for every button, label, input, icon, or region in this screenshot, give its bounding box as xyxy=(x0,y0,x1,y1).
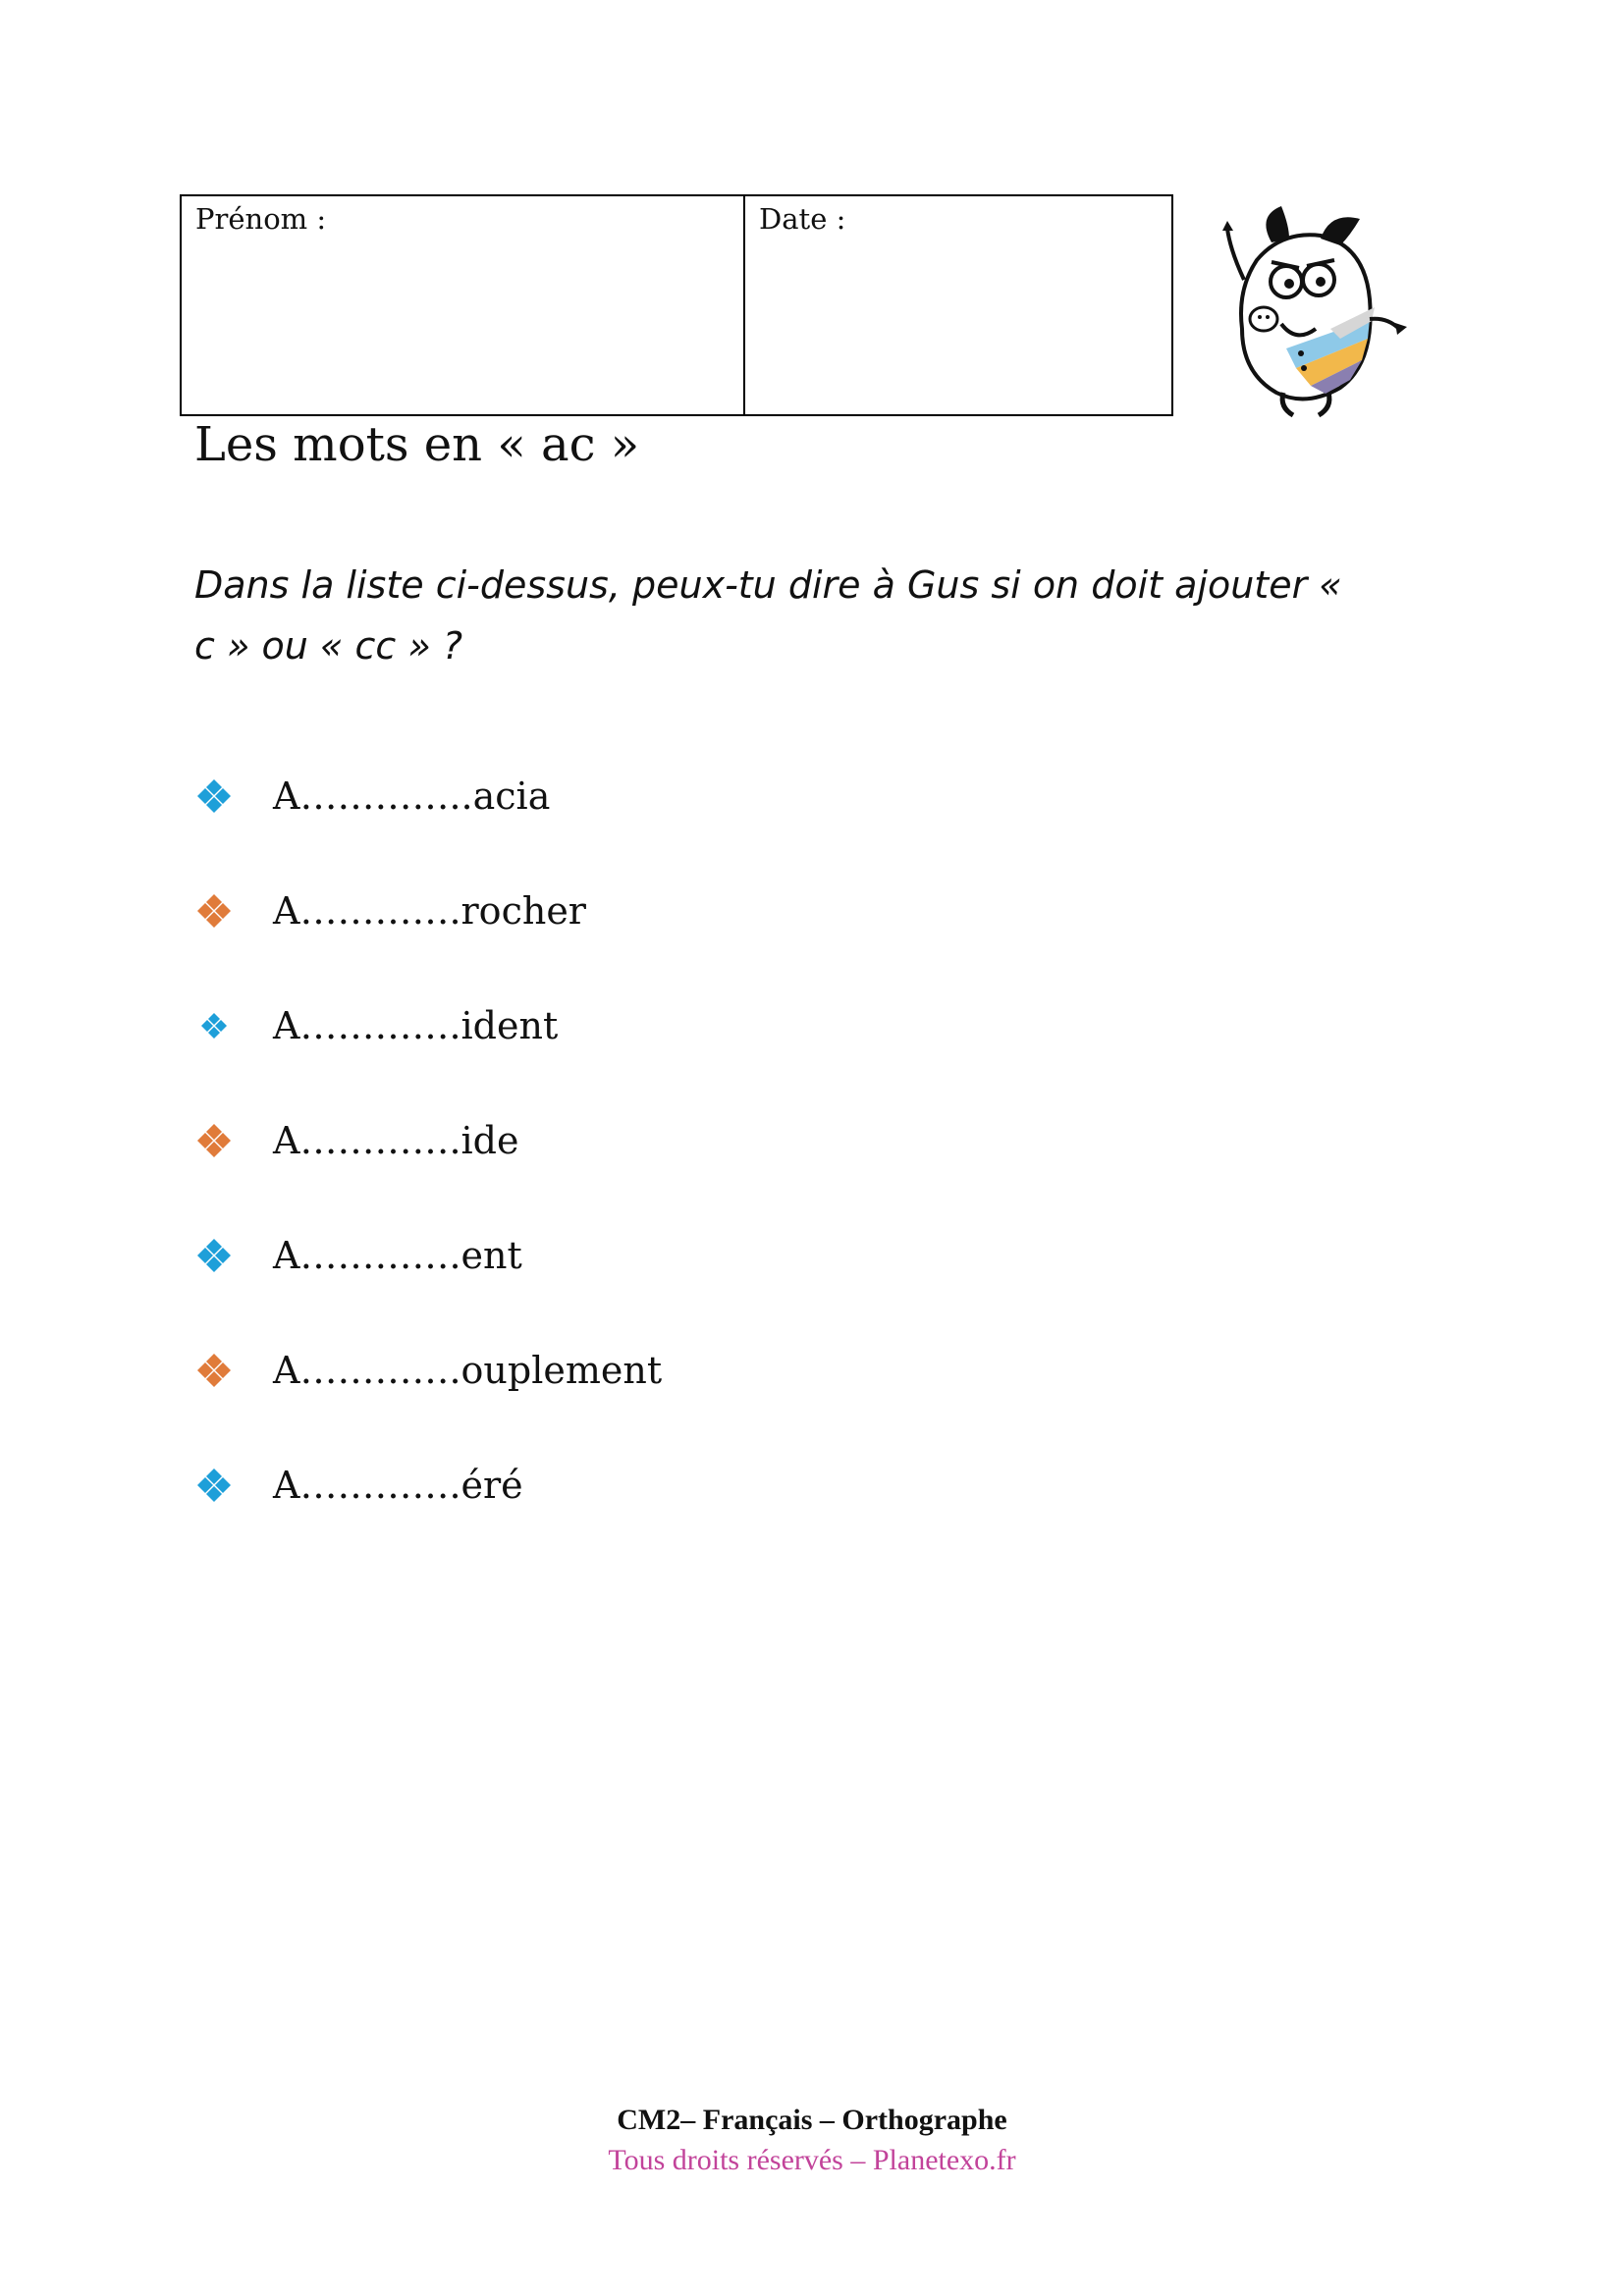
list-item xyxy=(194,890,662,1005)
word-blank[interactable]: A………….ident xyxy=(273,1004,559,1047)
diamond-bullet-icon xyxy=(194,1005,273,1046)
word-blank[interactable]: A…………..acia xyxy=(273,774,551,818)
word-blank[interactable]: A………….éré xyxy=(273,1464,523,1507)
prenom-field[interactable] xyxy=(182,196,745,414)
list-item xyxy=(194,1465,662,1579)
word-blank[interactable]: A………….rocher xyxy=(273,889,586,933)
prenom-label: Prénom : xyxy=(195,202,327,236)
word-blank[interactable]: A………….ide xyxy=(273,1119,519,1162)
list-item xyxy=(194,1350,662,1465)
date-label: Date : xyxy=(759,202,846,236)
footer-copyright[interactable]: Tous droits réservés – Planetexo.fr xyxy=(608,2144,1016,2176)
list-item xyxy=(194,775,662,890)
name-date-table xyxy=(180,194,1173,416)
diamond-bullet-icon xyxy=(194,890,273,932)
page-title: Les mots en « ac » xyxy=(194,417,640,472)
footer-subject: CM2– Français – Orthographe xyxy=(617,2104,1007,2136)
word-list xyxy=(194,775,662,1579)
sheep-mascot-icon xyxy=(1203,191,1409,422)
diamond-bullet-icon xyxy=(194,1120,273,1161)
instruction-text: Dans la liste ci-dessus, peux-tu dire à Gus si on doit ajouter « c » ou « cc » ? xyxy=(194,563,1342,667)
list-item xyxy=(194,1005,662,1120)
date-field[interactable] xyxy=(745,196,1171,414)
diamond-bullet-icon xyxy=(194,1350,273,1391)
word-blank[interactable]: A………….ent xyxy=(273,1234,522,1277)
list-item xyxy=(194,1120,662,1235)
diamond-bullet-icon xyxy=(194,775,273,817)
word-blank[interactable]: A………….ouplement xyxy=(273,1349,663,1392)
diamond-bullet-icon xyxy=(194,1465,273,1506)
diamond-bullet-icon xyxy=(194,1235,273,1276)
list-item xyxy=(194,1235,662,1350)
